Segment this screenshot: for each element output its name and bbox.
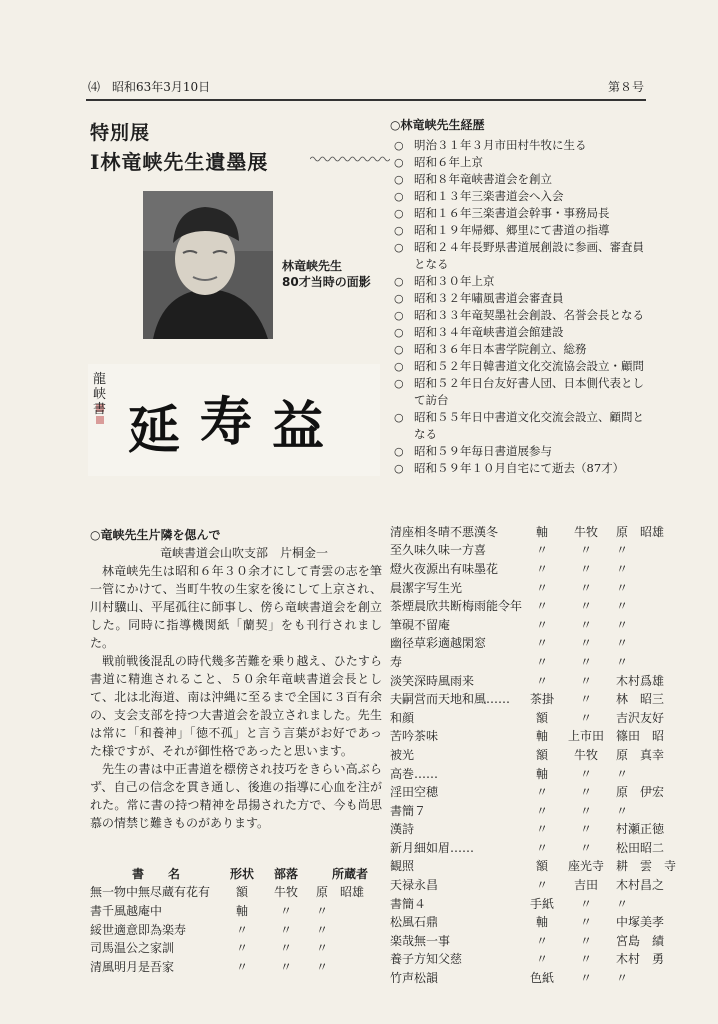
work-title: 観照 bbox=[390, 859, 415, 874]
essay-title: ○竜峡先生片隣を偲んで bbox=[90, 528, 221, 542]
work-owner: 木村 勇 bbox=[616, 952, 665, 967]
essay-paragraph: 林竜峡先生は昭和６年３０余才にして青雲の志を筆一管にかけて、当町牛牧の生家を後にして上京され、川村驥山、平尾孤往に師事し、傍ら竜峡書道会を創立した。同時に指導機関紙「蘭契」をも刊行されました。 bbox=[90, 564, 382, 650]
work-row bbox=[390, 820, 684, 839]
work-row bbox=[390, 745, 684, 764]
work-area: 座光寺 bbox=[568, 859, 605, 874]
work-form: 〃 bbox=[536, 599, 549, 614]
work-form: 手紙 bbox=[530, 896, 555, 911]
work-owner: 〃 bbox=[316, 903, 329, 918]
work-form: 〃 bbox=[235, 941, 248, 956]
work-area: 〃 bbox=[580, 617, 593, 632]
work-owner: 〃 bbox=[316, 941, 329, 956]
biography-item: ○ 明治３１年３月市田村牛牧に生る bbox=[390, 137, 650, 154]
work-form: 〃 bbox=[536, 561, 549, 576]
work-row bbox=[390, 559, 684, 578]
work-owner: 〃 bbox=[616, 543, 629, 558]
work-owner: 〃 bbox=[616, 803, 629, 818]
work-title: 和顔 bbox=[390, 710, 415, 725]
work-row bbox=[390, 968, 684, 987]
work-row bbox=[390, 727, 684, 746]
work-form: 額 bbox=[536, 710, 549, 725]
work-area: 〃 bbox=[580, 803, 593, 818]
works-table-right bbox=[390, 522, 684, 987]
portrait-caption-name: 林竜峡先生 bbox=[282, 259, 343, 273]
work-row bbox=[390, 596, 684, 615]
work-owner: 木村爲雄 bbox=[616, 673, 665, 688]
work-area: 〃 bbox=[580, 766, 593, 781]
work-title: 楽哉無一事 bbox=[390, 933, 451, 948]
work-form: 〃 bbox=[235, 959, 248, 974]
work-row bbox=[390, 615, 684, 634]
work-row bbox=[390, 912, 684, 931]
title-wavy-rule bbox=[310, 155, 390, 163]
work-form: 軸 bbox=[536, 915, 549, 930]
works-table-left bbox=[90, 864, 384, 976]
biography-list bbox=[390, 137, 650, 477]
work-owner: 〃 bbox=[616, 896, 629, 911]
biography-item: ○ 昭和３２年嘯風書道会審査員 bbox=[390, 290, 650, 307]
header-divider bbox=[86, 99, 646, 101]
work-area: 牛牧 bbox=[574, 747, 599, 762]
biography-item: ○ 昭和５２年日台友好書人団、日本側代表として訪台 bbox=[390, 375, 650, 409]
work-area: 〃 bbox=[580, 692, 593, 707]
work-title: 苦吟茶味 bbox=[390, 729, 439, 744]
header-owner: 所蔵者 bbox=[331, 866, 368, 881]
issue-date: ⑷ 昭和63年3月10日 bbox=[88, 80, 211, 94]
work-form: 〃 bbox=[536, 952, 549, 967]
biography-item: ○ 昭和１３年三楽書道会へ入会 bbox=[390, 188, 650, 205]
work-area: 〃 bbox=[279, 941, 292, 956]
special-exhibit-heading: 特別展 bbox=[90, 122, 151, 144]
work-form: 〃 bbox=[536, 636, 549, 651]
work-title: 燈火夜源出有味墨花 bbox=[390, 561, 499, 576]
biography-item: ○ 昭和３３年竜契墨社会創設、名誉会長となる bbox=[390, 307, 650, 324]
work-form: 軸 bbox=[536, 524, 549, 539]
work-owner: 中塚美孝 bbox=[616, 915, 665, 930]
work-owner: 〃 bbox=[316, 959, 329, 974]
work-row bbox=[90, 920, 384, 939]
biography-item: ○ 昭和３４年竜峡書道会館建設 bbox=[390, 324, 650, 341]
work-area: 〃 bbox=[580, 561, 593, 576]
biography-item: ○ 昭和１９年帰郷、郷里にて書道の指導 bbox=[390, 222, 650, 239]
work-owner: 〃 bbox=[616, 580, 629, 595]
work-row bbox=[390, 541, 684, 560]
work-form: 〃 bbox=[536, 933, 549, 948]
work-title: 寿 bbox=[390, 654, 403, 669]
work-owner: 〃 bbox=[616, 617, 629, 632]
work-form: 〃 bbox=[536, 580, 549, 595]
essay-paragraph: 先生の書は中正書道を標傍され技巧をきらい高ぶらず、自己の信念を貫き通し、後進の指導に心血を注がれた。常に書の持つ精神を昂揚された方で、今も尚思慕の情禁じ難きものがあります。 bbox=[90, 762, 382, 830]
work-area: 〃 bbox=[580, 785, 593, 800]
work-area: 上市田 bbox=[568, 729, 605, 744]
work-owner: 林 昭三 bbox=[616, 692, 665, 707]
portrait-caption bbox=[282, 258, 371, 290]
work-form: 〃 bbox=[536, 543, 549, 558]
work-form: 茶掛 bbox=[530, 692, 555, 707]
work-row bbox=[390, 634, 684, 653]
work-title: 無一物中無尽蔵有花有 bbox=[90, 885, 211, 900]
work-owner: 原 真幸 bbox=[616, 747, 665, 762]
work-row bbox=[90, 957, 384, 976]
biography-item: ○ 昭和５２年日韓書道文化交流協会設立・顧問 bbox=[390, 358, 650, 375]
work-area: 〃 bbox=[279, 959, 292, 974]
work-owner: 原 昭雄 bbox=[616, 524, 665, 539]
work-title: 養子方知父慈 bbox=[390, 952, 463, 967]
work-title: 書簡７ bbox=[390, 803, 427, 818]
work-area: 〃 bbox=[580, 543, 593, 558]
work-form: 〃 bbox=[536, 654, 549, 669]
work-area: 〃 bbox=[279, 922, 292, 937]
work-form: 〃 bbox=[536, 617, 549, 632]
work-area: 吉田 bbox=[574, 878, 599, 893]
work-owner: 〃 bbox=[616, 654, 629, 669]
work-owner: 〃 bbox=[316, 922, 329, 937]
calligraphy-signature: 龍峡書 bbox=[93, 372, 107, 417]
work-title: 綏世適意即為楽寿 bbox=[90, 922, 187, 937]
work-area: 〃 bbox=[580, 599, 593, 614]
work-area: 〃 bbox=[580, 915, 593, 930]
work-row bbox=[390, 782, 684, 801]
work-owner: 〃 bbox=[616, 636, 629, 651]
work-form: 〃 bbox=[536, 840, 549, 855]
work-form: 〃 bbox=[536, 822, 549, 837]
memorial-essay bbox=[90, 526, 382, 832]
work-area: 〃 bbox=[580, 952, 593, 967]
work-row bbox=[390, 894, 684, 913]
biography-item: ○ 昭和２４年長野県書道展創設に参画、審査員となる bbox=[390, 239, 650, 273]
work-area: 〃 bbox=[580, 933, 593, 948]
header-area: 部落 bbox=[273, 866, 298, 881]
work-row bbox=[390, 578, 684, 597]
work-area: 〃 bbox=[580, 636, 593, 651]
work-area: 〃 bbox=[279, 903, 292, 918]
work-area: 〃 bbox=[580, 673, 593, 688]
biography-item: ○ 昭和３６年日本書学院創立、総務 bbox=[390, 341, 650, 358]
work-area: 〃 bbox=[580, 654, 593, 669]
work-owner: 篠田 昭 bbox=[616, 729, 665, 744]
biography-section bbox=[390, 116, 650, 477]
work-area: 〃 bbox=[580, 840, 593, 855]
work-row bbox=[90, 901, 384, 920]
work-form: 〃 bbox=[536, 785, 549, 800]
work-area: 牛牧 bbox=[273, 885, 298, 900]
biography-item: ○ 昭和５９年毎日書道展参与 bbox=[390, 443, 650, 460]
work-title: 書千風越庵中 bbox=[90, 903, 163, 918]
work-owner: 原 昭雄 bbox=[316, 885, 365, 900]
work-title: 茶煙晨欣共断梅雨能令年 bbox=[390, 599, 523, 614]
calligraphy-char-2: 寿 bbox=[200, 392, 253, 453]
work-form: 〃 bbox=[536, 673, 549, 688]
work-area: 〃 bbox=[580, 822, 593, 837]
work-area: 〃 bbox=[580, 896, 593, 911]
work-title: 書簡４ bbox=[390, 896, 427, 911]
work-row bbox=[90, 883, 384, 902]
work-title: 竹声松韻 bbox=[390, 971, 439, 986]
work-title: 清座相冬晴不悪漢冬 bbox=[390, 524, 499, 539]
biography-item: ○ 昭和３０年上京 bbox=[390, 273, 650, 290]
work-owner: 〃 bbox=[616, 971, 629, 986]
biography-item: ○ 昭和１６年三楽書道会幹事・事務局長 bbox=[390, 205, 650, 222]
work-row bbox=[390, 838, 684, 857]
work-title: 清風明月是吾家 bbox=[90, 959, 175, 974]
work-row bbox=[90, 938, 384, 957]
biography-item: ○ 昭和６年上京 bbox=[390, 154, 650, 171]
biography-item: ○ 昭和５５年日中書道文化交流会設立、顧問となる bbox=[390, 409, 650, 443]
work-title: 被光 bbox=[390, 747, 415, 762]
work-title: 至久味久味一方喜 bbox=[390, 543, 487, 558]
work-row bbox=[390, 875, 684, 894]
work-owner: 〃 bbox=[616, 599, 629, 614]
calligraphy-char-1: 延 bbox=[128, 400, 181, 461]
biography-title: ○林竜峡先生経歴 bbox=[390, 118, 485, 132]
header-title: 書 名 bbox=[131, 866, 180, 881]
work-title: 晨潔字写生光 bbox=[390, 580, 463, 595]
work-row bbox=[390, 950, 684, 969]
work-title: 筆硯不留庵 bbox=[390, 617, 451, 632]
work-form: 色紙 bbox=[530, 971, 555, 986]
biography-item: ○ 昭和８年竜峡書道会を創立 bbox=[390, 171, 650, 188]
work-owner: 〃 bbox=[616, 766, 629, 781]
work-form: 〃 bbox=[536, 803, 549, 818]
work-owner: 木村昌之 bbox=[616, 878, 665, 893]
work-row bbox=[390, 671, 684, 690]
work-owner: 宮島 績 bbox=[616, 933, 665, 948]
work-row bbox=[390, 931, 684, 950]
work-owner: 松田昭二 bbox=[616, 840, 665, 855]
works-header-row bbox=[90, 864, 384, 883]
issue-number: 第８号 bbox=[607, 80, 644, 94]
work-form: 軸 bbox=[536, 729, 549, 744]
work-row bbox=[390, 708, 684, 727]
portrait-caption-age: 80才当時の面影 bbox=[282, 275, 371, 289]
article-title: Ⅰ林竜峡先生遺墨展 bbox=[90, 150, 269, 174]
work-title: 漢詩 bbox=[390, 822, 415, 837]
essay-paragraph: 戦前戦後混乱の時代幾多苦難を乗り越え、ひたすら書道に精進されること、５０余年竜峡書道会長として、北は北海道、南は沖縄に至るまで全国に３百有余の、支会支部を持つ大書道会を設立されました。先生は常に「和養神」「徳不孤」と言う言葉がお好であった様ですが、それが御性格であったと思います。 bbox=[90, 654, 382, 758]
work-area: 〃 bbox=[580, 580, 593, 595]
header-form: 形状 bbox=[229, 866, 254, 881]
work-form: 軸 bbox=[536, 766, 549, 781]
work-owner: 吉沢友好 bbox=[616, 710, 665, 725]
work-title: 天禄永昌 bbox=[390, 878, 439, 893]
work-title: 淫田空穂 bbox=[390, 785, 439, 800]
work-row bbox=[390, 764, 684, 783]
work-title: 淡笑深時風雨来 bbox=[390, 673, 475, 688]
work-form: 額 bbox=[536, 747, 549, 762]
calligraphy-char-3: 益 bbox=[272, 396, 325, 457]
work-title: 松風石鼎 bbox=[390, 915, 439, 930]
work-area: 牛牧 bbox=[574, 524, 599, 539]
work-form: 〃 bbox=[235, 922, 248, 937]
work-owner: 耕 雲 寺 bbox=[616, 859, 677, 874]
work-form: 額 bbox=[536, 859, 549, 874]
biography-item: ○ 昭和５９年１０月自宅にて逝去（87才） bbox=[390, 460, 650, 477]
work-form: 軸 bbox=[235, 903, 248, 918]
work-row bbox=[390, 857, 684, 876]
work-title: 高巻…… bbox=[390, 766, 439, 781]
work-title: 幽径草彩適越閑窓 bbox=[390, 636, 487, 651]
portrait-photo bbox=[143, 191, 273, 339]
work-title: 司馬温公之家訓 bbox=[90, 941, 175, 956]
work-title: 夫嗣営而天地和風…… bbox=[390, 692, 511, 707]
work-row bbox=[390, 522, 684, 541]
work-row bbox=[390, 652, 684, 671]
work-owner: 〃 bbox=[616, 561, 629, 576]
essay-author: 竜峡書道会山吹支部 片桐金一 bbox=[160, 546, 329, 560]
work-form: 〃 bbox=[536, 878, 549, 893]
work-title: 新月細如眉…… bbox=[390, 840, 475, 855]
work-area: 〃 bbox=[580, 971, 593, 986]
work-row bbox=[390, 689, 684, 708]
work-row bbox=[390, 801, 684, 820]
work-owner: 村瀬正徳 bbox=[616, 822, 665, 837]
page-header bbox=[88, 78, 644, 98]
work-area: 〃 bbox=[580, 710, 593, 725]
work-owner: 原 伊宏 bbox=[616, 785, 665, 800]
work-form: 額 bbox=[235, 885, 248, 900]
